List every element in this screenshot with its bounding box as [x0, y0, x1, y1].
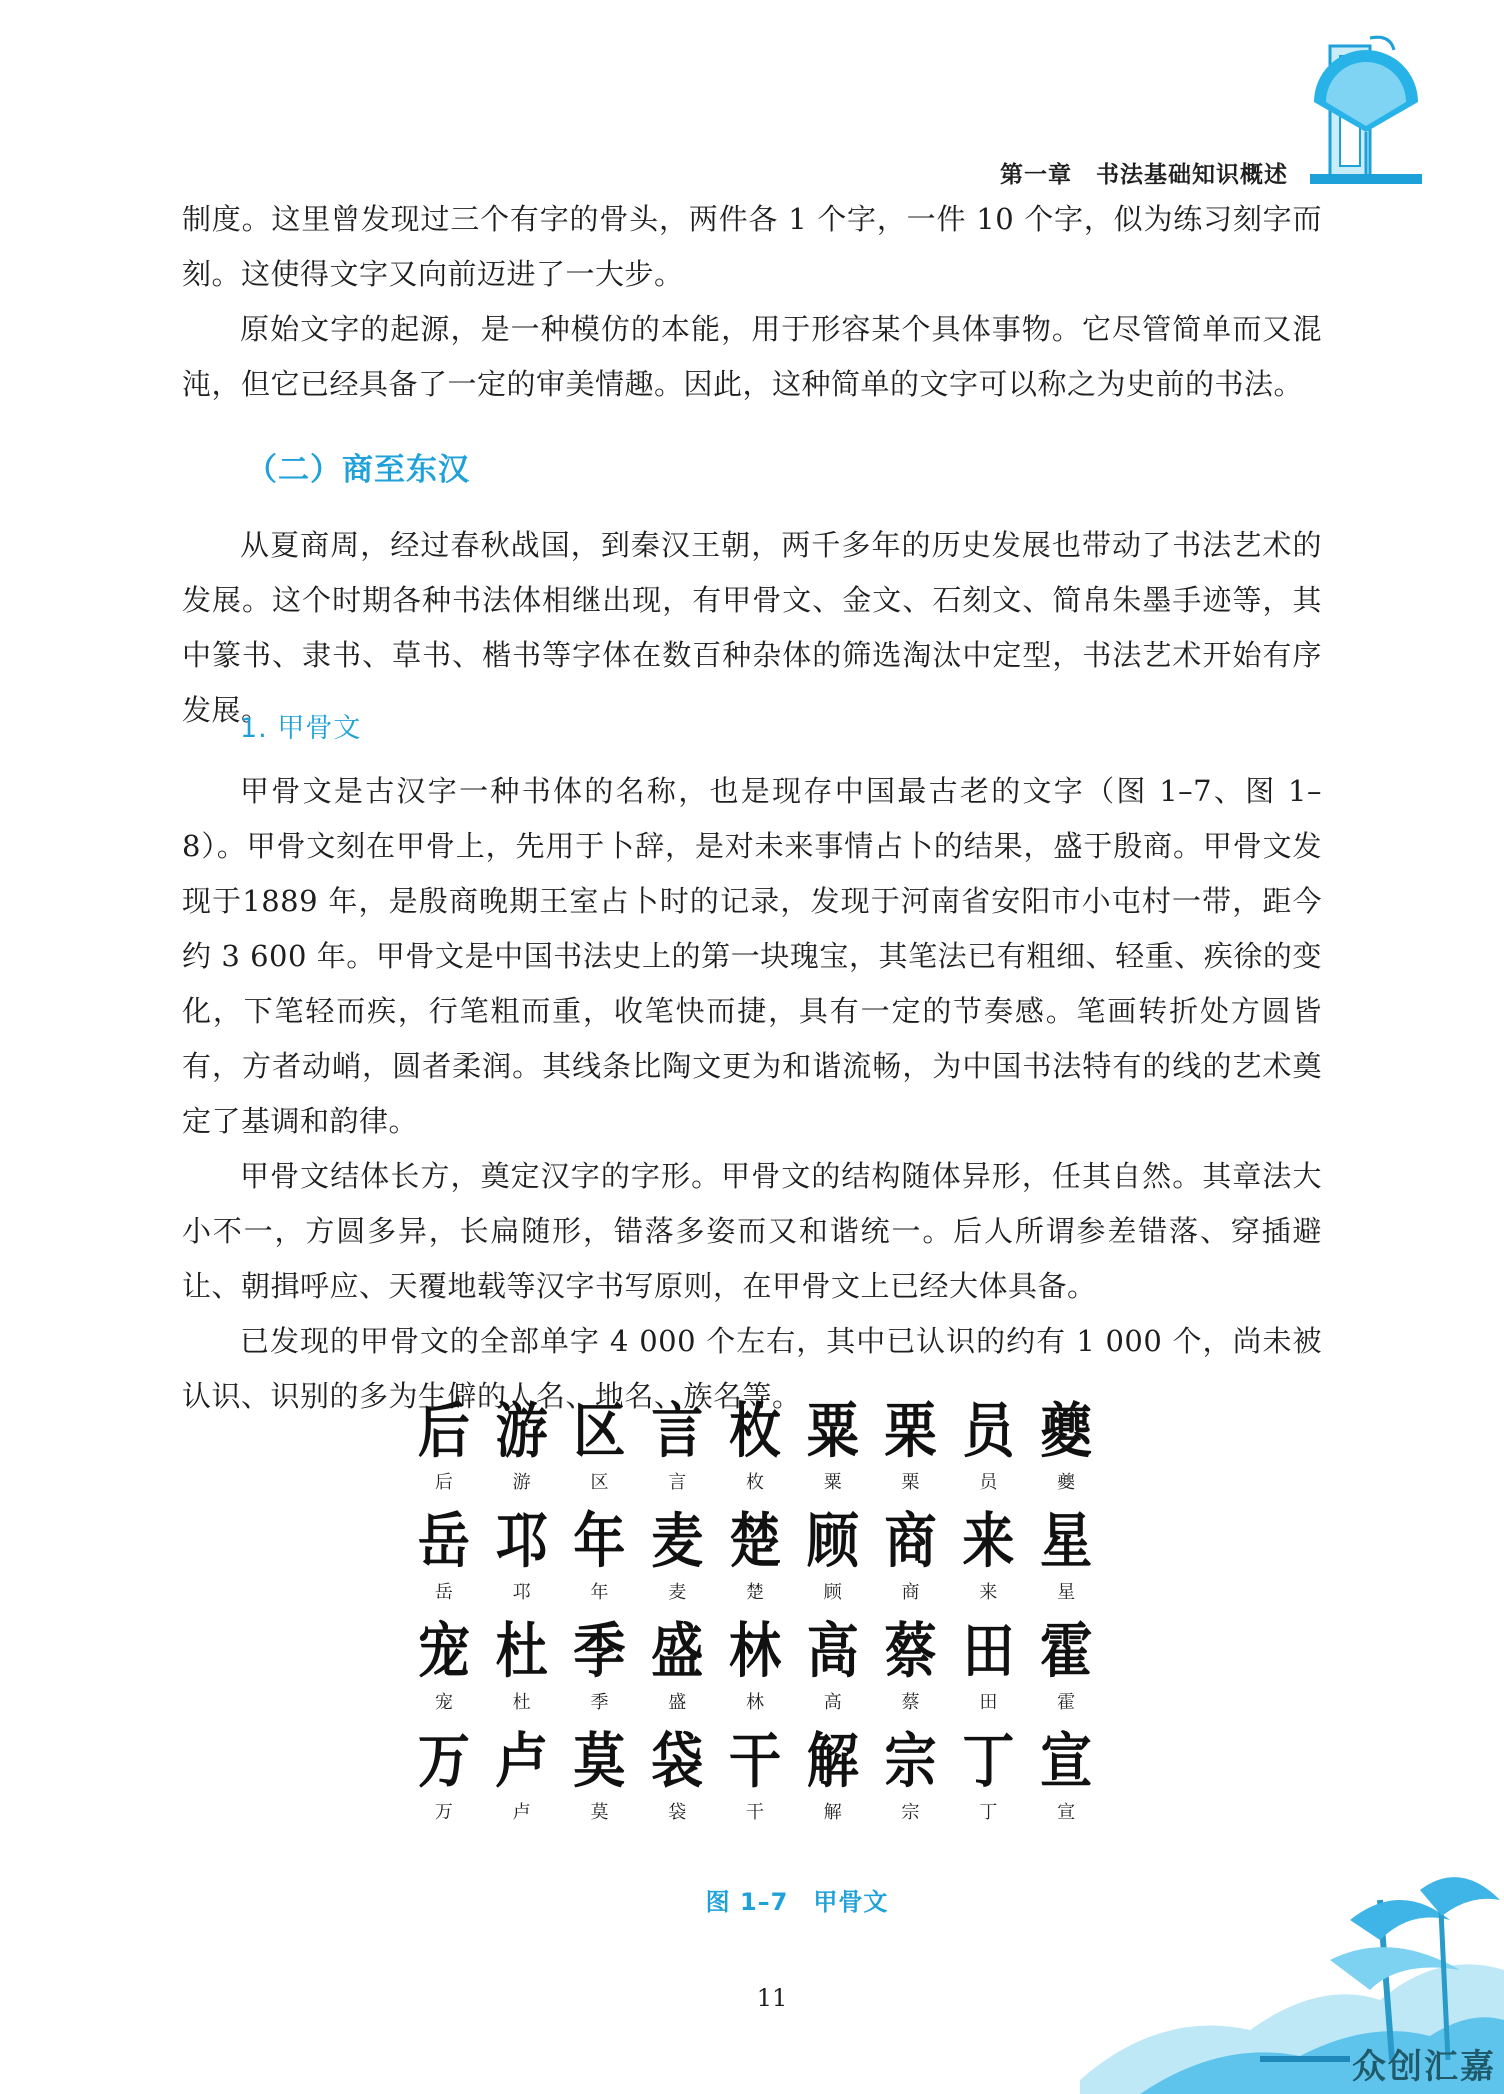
oracle-character-cell: [1027, 1506, 1105, 1606]
chapter-header-title: 第一章 书法基础知识概述: [1000, 161, 1288, 188]
paragraph: 甲骨文结体长方，奠定汉字的字形。甲骨文的结构随体异形，任其自然。其章法大小不一，方圆多异，长扁随形，错落多姿而又和谐统一。后人所谓参差错落、穿插避让、朝揖呼应、天覆地载等汉字书写原则，在甲骨文上已经大体具备。: [182, 1159, 1322, 1303]
oracle-character-cell: [638, 1506, 716, 1606]
oracle-character-cell: [561, 1726, 639, 1826]
oracle-character-label: 宗: [901, 1802, 920, 1823]
oracle-character-label: 麦: [668, 1582, 687, 1603]
oracle-glyph: 商: [884, 1506, 937, 1577]
oracle-glyph: 万: [417, 1726, 470, 1797]
oracle-character-cell: [405, 1726, 483, 1826]
oracle-character-cell: [716, 1726, 794, 1826]
oracle-glyph: 栗: [884, 1396, 937, 1467]
oracle-glyph: 麦: [651, 1506, 704, 1577]
oracle-character-label: 万: [434, 1802, 453, 1823]
oracle-glyph: 顾: [806, 1506, 859, 1577]
oracle-character-label: 来: [979, 1582, 998, 1603]
oracle-character-label: 楚: [745, 1582, 764, 1603]
oracle-glyph: 高: [806, 1616, 859, 1687]
oracle-glyph: 后: [417, 1396, 470, 1467]
oracle-character-label: 游: [512, 1472, 531, 1493]
oracle-character-cell: [716, 1506, 794, 1606]
oracle-glyph: 年: [573, 1506, 626, 1577]
oracle-glyph: 解: [806, 1726, 859, 1797]
oracle-character-label: 顾: [823, 1582, 842, 1603]
oracle-glyph: 卢: [495, 1726, 548, 1797]
oracle-bone-figure: [405, 1396, 1105, 1826]
oracle-character-label: 邛: [512, 1582, 531, 1603]
oracle-glyph: 岳: [417, 1506, 470, 1577]
oracle-character-cell: [638, 1396, 716, 1496]
oracle-glyph: 粟: [806, 1396, 859, 1467]
fan-ornament-icon: [1310, 32, 1422, 187]
oracle-character-label: 粟: [823, 1472, 842, 1493]
oracle-character-cell: [872, 1396, 950, 1496]
oracle-glyph: 楚: [728, 1506, 781, 1577]
oracle-character-label: 丁: [979, 1802, 998, 1823]
oracle-glyph: 霍: [1040, 1616, 1093, 1687]
oracle-character-cell: [794, 1506, 872, 1606]
page-number: 11: [756, 1984, 788, 2012]
oracle-character-cell: [638, 1616, 716, 1716]
oracle-character-cell: [561, 1616, 639, 1716]
oracle-character-label: 枚: [745, 1472, 764, 1493]
oracle-glyph: 星: [1040, 1506, 1093, 1577]
oracle-glyph: 丁: [962, 1726, 1015, 1797]
oracle-character-cell: [949, 1506, 1027, 1606]
oracle-character-cell: [638, 1726, 716, 1826]
oracle-character-label: 解: [823, 1802, 842, 1823]
oracle-glyph: 夔: [1040, 1396, 1093, 1467]
paragraph: 甲骨文是古汉字一种书体的名称，也是现存中国最古老的文字（图 1–7、图 1–8）。甲骨文刻在甲骨上，先用于卜辞，是对未来事情占卜的结果，盛于殷商。甲骨文发现于1889 年，是殷商晚期王室占卜时的记录，发现于河南省安阳市小屯村一带，距今约 3 600 年。甲骨文是中国书法史上的第一块瑰宝，其笔法已有粗细、轻重、疾徐的变化，下笔轻而疾，行笔粗而重，收笔快而捷，具有一定的节奏感。笔画转折处方圆皆有，方者动峭，圆者柔润。其线条比陶文更为和谐流畅，为中国书法特有的线的艺术奠定了基调和韵律。: [182, 774, 1322, 1138]
oracle-glyph: 干: [728, 1726, 781, 1797]
oracle-character-cell: [483, 1726, 561, 1826]
oracle-character-cell: [949, 1726, 1027, 1826]
oracle-glyph: 林: [728, 1616, 781, 1687]
oracle-character-label: 栗: [901, 1472, 920, 1493]
oracle-character-cell: [405, 1396, 483, 1496]
oracle-character-label: 卢: [512, 1802, 531, 1823]
oracle-glyph: 邛: [495, 1506, 548, 1577]
oracle-glyph: 田: [962, 1616, 1015, 1687]
oracle-character-cell: [716, 1616, 794, 1716]
oracle-character-label: 杜: [512, 1692, 531, 1713]
oracle-character-cell: [561, 1506, 639, 1606]
oracle-character-label: 霍: [1057, 1692, 1076, 1713]
oracle-character-label: 区: [590, 1472, 609, 1493]
section-body: [182, 518, 1322, 738]
oracle-character-cell: [1027, 1396, 1105, 1496]
oracle-character-cell: [872, 1506, 950, 1606]
paragraph: 已发现的甲骨文的全部单字 4 000 个左右，其中已认识的约有 1 000 个，尚未被认识、识别的多为生僻的人名、地名、族名等。: [182, 1324, 1322, 1413]
oracle-glyph: 游: [495, 1396, 548, 1467]
oracle-glyph: 宣: [1040, 1726, 1093, 1797]
oracle-body: [182, 764, 1322, 1424]
oracle-character-label: 蔡: [901, 1692, 920, 1713]
oracle-glyph: 杜: [495, 1616, 548, 1687]
paragraph: 从夏商周，经过春秋战国，到秦汉王朝，两千多年的历史发展也带动了书法艺术的发展。这个时期各种书法体相继出现，有甲骨文、金文、石刻文、简帛朱墨手迹等，其中篆书、隶书、草书、楷书等字体在数百种杂体的筛选淘汰中定型，书法艺术开始有序发展。: [182, 528, 1322, 727]
oracle-character-cell: [1027, 1726, 1105, 1826]
oracle-character-label: 年: [590, 1582, 609, 1603]
oracle-character-label: 岳: [434, 1582, 453, 1603]
oracle-character-cell: [483, 1616, 561, 1716]
section-heading: （二）商至东汉: [246, 452, 470, 488]
subsection-heading: 1. 甲骨文: [240, 713, 362, 744]
oracle-character-label: 夔: [1057, 1472, 1076, 1493]
oracle-character-label: 员: [979, 1472, 998, 1493]
oracle-character-label: 盛: [668, 1692, 687, 1713]
oracle-character-label: 宣: [1057, 1802, 1076, 1823]
oracle-glyph: 言: [651, 1396, 704, 1467]
oracle-character-cell: [949, 1616, 1027, 1716]
oracle-character-cell: [872, 1726, 950, 1826]
oracle-character-cell: [405, 1506, 483, 1606]
oracle-glyph: 区: [573, 1396, 626, 1467]
oracle-character-label: 商: [901, 1582, 920, 1603]
watermark-logo: 众创汇嘉: [1352, 2047, 1496, 2087]
oracle-character-label: 袋: [668, 1802, 687, 1823]
oracle-character-cell: [794, 1726, 872, 1826]
paragraph: 制度。这里曾发现过三个有字的骨头，两件各 1 个字，一件 10 个字，似为练习刻字而刻。这使得文字又向前迈进了一大步。: [182, 202, 1322, 291]
oracle-glyph: 宠: [417, 1616, 470, 1687]
oracle-character-label: 高: [823, 1692, 842, 1713]
oracle-character-cell: [794, 1616, 872, 1716]
oracle-glyph: 盛: [651, 1616, 704, 1687]
oracle-character-label: 莫: [590, 1802, 609, 1823]
oracle-glyph: 宗: [884, 1726, 937, 1797]
oracle-glyph: 季: [573, 1616, 626, 1687]
intro-paragraphs: [182, 192, 1322, 412]
oracle-character-cell: [561, 1396, 639, 1496]
oracle-character-cell: [483, 1506, 561, 1606]
figure-caption: 图 1–7 甲骨文: [705, 1888, 889, 1916]
oracle-glyph: 来: [962, 1506, 1015, 1577]
oracle-character-cell: [1027, 1616, 1105, 1716]
oracle-character-label: 言: [668, 1472, 687, 1493]
oracle-character-label: 后: [434, 1472, 453, 1493]
oracle-character-label: 干: [745, 1802, 764, 1823]
oracle-glyph: 枚: [728, 1396, 781, 1467]
oracle-character-cell: [949, 1396, 1027, 1496]
oracle-character-cell: [872, 1616, 950, 1716]
oracle-glyph: 莫: [573, 1726, 626, 1797]
oracle-character-label: 田: [979, 1692, 998, 1713]
oracle-character-label: 季: [590, 1692, 609, 1713]
oracle-glyph: 蔡: [884, 1616, 937, 1687]
oracle-character-label: 林: [745, 1692, 764, 1713]
oracle-glyph: 袋: [651, 1726, 704, 1797]
paragraph: 原始文字的起源，是一种模仿的本能，用于形容某个具体事物。它尽管简单而又混沌，但它已经具备了一定的审美情趣。因此，这种简单的文字可以称之为史前的书法。: [182, 312, 1322, 401]
oracle-character-label: 星: [1057, 1582, 1076, 1603]
oracle-character-cell: [483, 1396, 561, 1496]
oracle-character-cell: [405, 1616, 483, 1716]
oracle-glyph: 员: [962, 1396, 1015, 1467]
oracle-character-cell: [716, 1396, 794, 1496]
oracle-character-label: 宠: [434, 1692, 453, 1713]
oracle-character-cell: [794, 1396, 872, 1496]
